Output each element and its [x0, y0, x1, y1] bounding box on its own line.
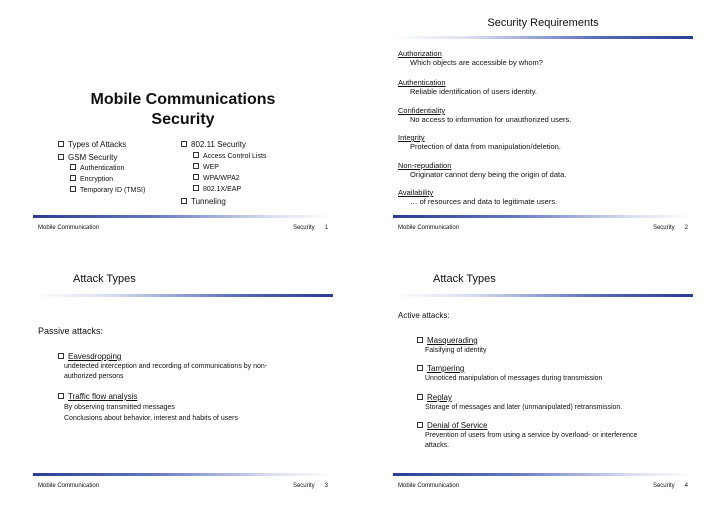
attack-desc: Prevention of users from using a service by overload- or interference [425, 432, 638, 439]
requirement-desc: Originator cannot deny being the origin of data. [410, 170, 567, 179]
slide-1-title-line1: Mobile Communications [90, 91, 276, 108]
slide-4-title: Attack Types [433, 273, 496, 285]
requirement-head: Non-repudiation [398, 161, 452, 170]
attack-name: Eavesdropping [68, 352, 122, 361]
attack-desc: authorized persons [64, 373, 124, 380]
toc-item: 802.11 Security [181, 140, 246, 149]
attack-item [417, 393, 452, 402]
toc-subitem: Encryption [70, 176, 113, 183]
footer-rule [393, 473, 693, 476]
attack-name: Tampering [427, 364, 465, 373]
toc-item: Types of Attacks [58, 140, 126, 149]
requirement-desc: Which objects are accessible by whom? [410, 58, 543, 67]
footer-course: Mobile Communication [38, 225, 100, 231]
footer-course: Mobile Communication [398, 225, 460, 231]
slide-4 [393, 258, 693, 498]
slide-3-title: Attack Types [73, 273, 136, 285]
footer-course: Mobile Communication [398, 483, 460, 489]
requirement-item [398, 161, 566, 179]
attack-desc: Falsifying of identity [425, 347, 487, 354]
footer-course: Mobile Communication [38, 483, 100, 489]
footer-topic: Security [652, 225, 675, 231]
requirement-item [398, 133, 561, 151]
requirement-desc: No access to information for unauthorized users. [410, 115, 572, 124]
attack-name: Denial of Service [427, 421, 488, 430]
page-number: 3 [324, 483, 328, 489]
attack-item [58, 352, 121, 361]
slide-3 [33, 258, 333, 498]
toc-subitem: WPA/WPA2 [193, 175, 240, 182]
requirement-head: Authorization [398, 49, 442, 58]
attack-name: Replay [427, 393, 452, 402]
toc-subitem: Temporary ID (TMSI) [70, 187, 145, 194]
footer-rule [33, 215, 333, 218]
attack-name: Traffic flow analysis [68, 392, 138, 401]
attack-item [417, 336, 478, 345]
attack-desc: Unnoticed manipulation of messages during transmission [425, 375, 603, 382]
header-rule [33, 294, 333, 297]
slide-1 [33, 0, 333, 240]
requirement-item [398, 106, 571, 124]
slide-2-title: Security Requirements [487, 17, 599, 29]
toc-subitem: 802.1X/EAP [193, 186, 241, 193]
requirement-item [398, 78, 537, 96]
attack-name: Masquerading [427, 336, 478, 345]
attack-item [417, 421, 487, 430]
toc-item: Tunneling [181, 197, 226, 206]
header-rule [393, 36, 693, 39]
footer-topic: Security [292, 225, 315, 231]
header-rule [393, 294, 693, 297]
attack-desc: attacks. [425, 442, 450, 449]
attack-category: Passive attacks: [38, 326, 104, 336]
slide-1-title-line2: Security [151, 111, 215, 128]
footer-rule [33, 473, 333, 476]
attack-item [417, 364, 464, 373]
requirement-desc: Protection of data from manipulation/deletion. [410, 142, 561, 151]
attack-desc: undetected interception and recording of communications by non- [64, 363, 268, 370]
requirement-desc: … of resources and data to legitimate users. [410, 197, 558, 206]
requirement-item [398, 188, 557, 206]
footer-topic: Security [292, 483, 315, 489]
requirement-item [398, 49, 543, 67]
footer-topic: Security [652, 483, 675, 489]
requirement-head: Integrity [398, 133, 425, 142]
attack-item [58, 392, 137, 401]
toc-subitem: WEP [193, 164, 219, 171]
footer-rule [393, 215, 693, 218]
page-number: 4 [684, 483, 688, 489]
attack-desc: By observing transmitted messages [64, 404, 175, 411]
attack-category: Active attacks: [398, 311, 450, 320]
slide-2 [393, 0, 693, 240]
requirement-head: Confidentiality [398, 106, 446, 115]
attack-desc: Conclusions about behavior, interest and habits of users [64, 415, 238, 422]
requirement-head: Availability [398, 188, 434, 197]
attack-desc: Storage of messages and later (unmanipulated) retransmission. [425, 404, 623, 411]
page-number: 2 [684, 225, 688, 231]
toc-item: GSM Security [58, 153, 117, 162]
toc-subitem: Access Control Lists [193, 153, 266, 160]
requirement-head: Authentication [398, 78, 446, 87]
page-number: 1 [324, 225, 328, 231]
requirement-desc: Reliable identification of users identity. [410, 87, 538, 96]
toc-subitem: Authentication [70, 165, 124, 172]
